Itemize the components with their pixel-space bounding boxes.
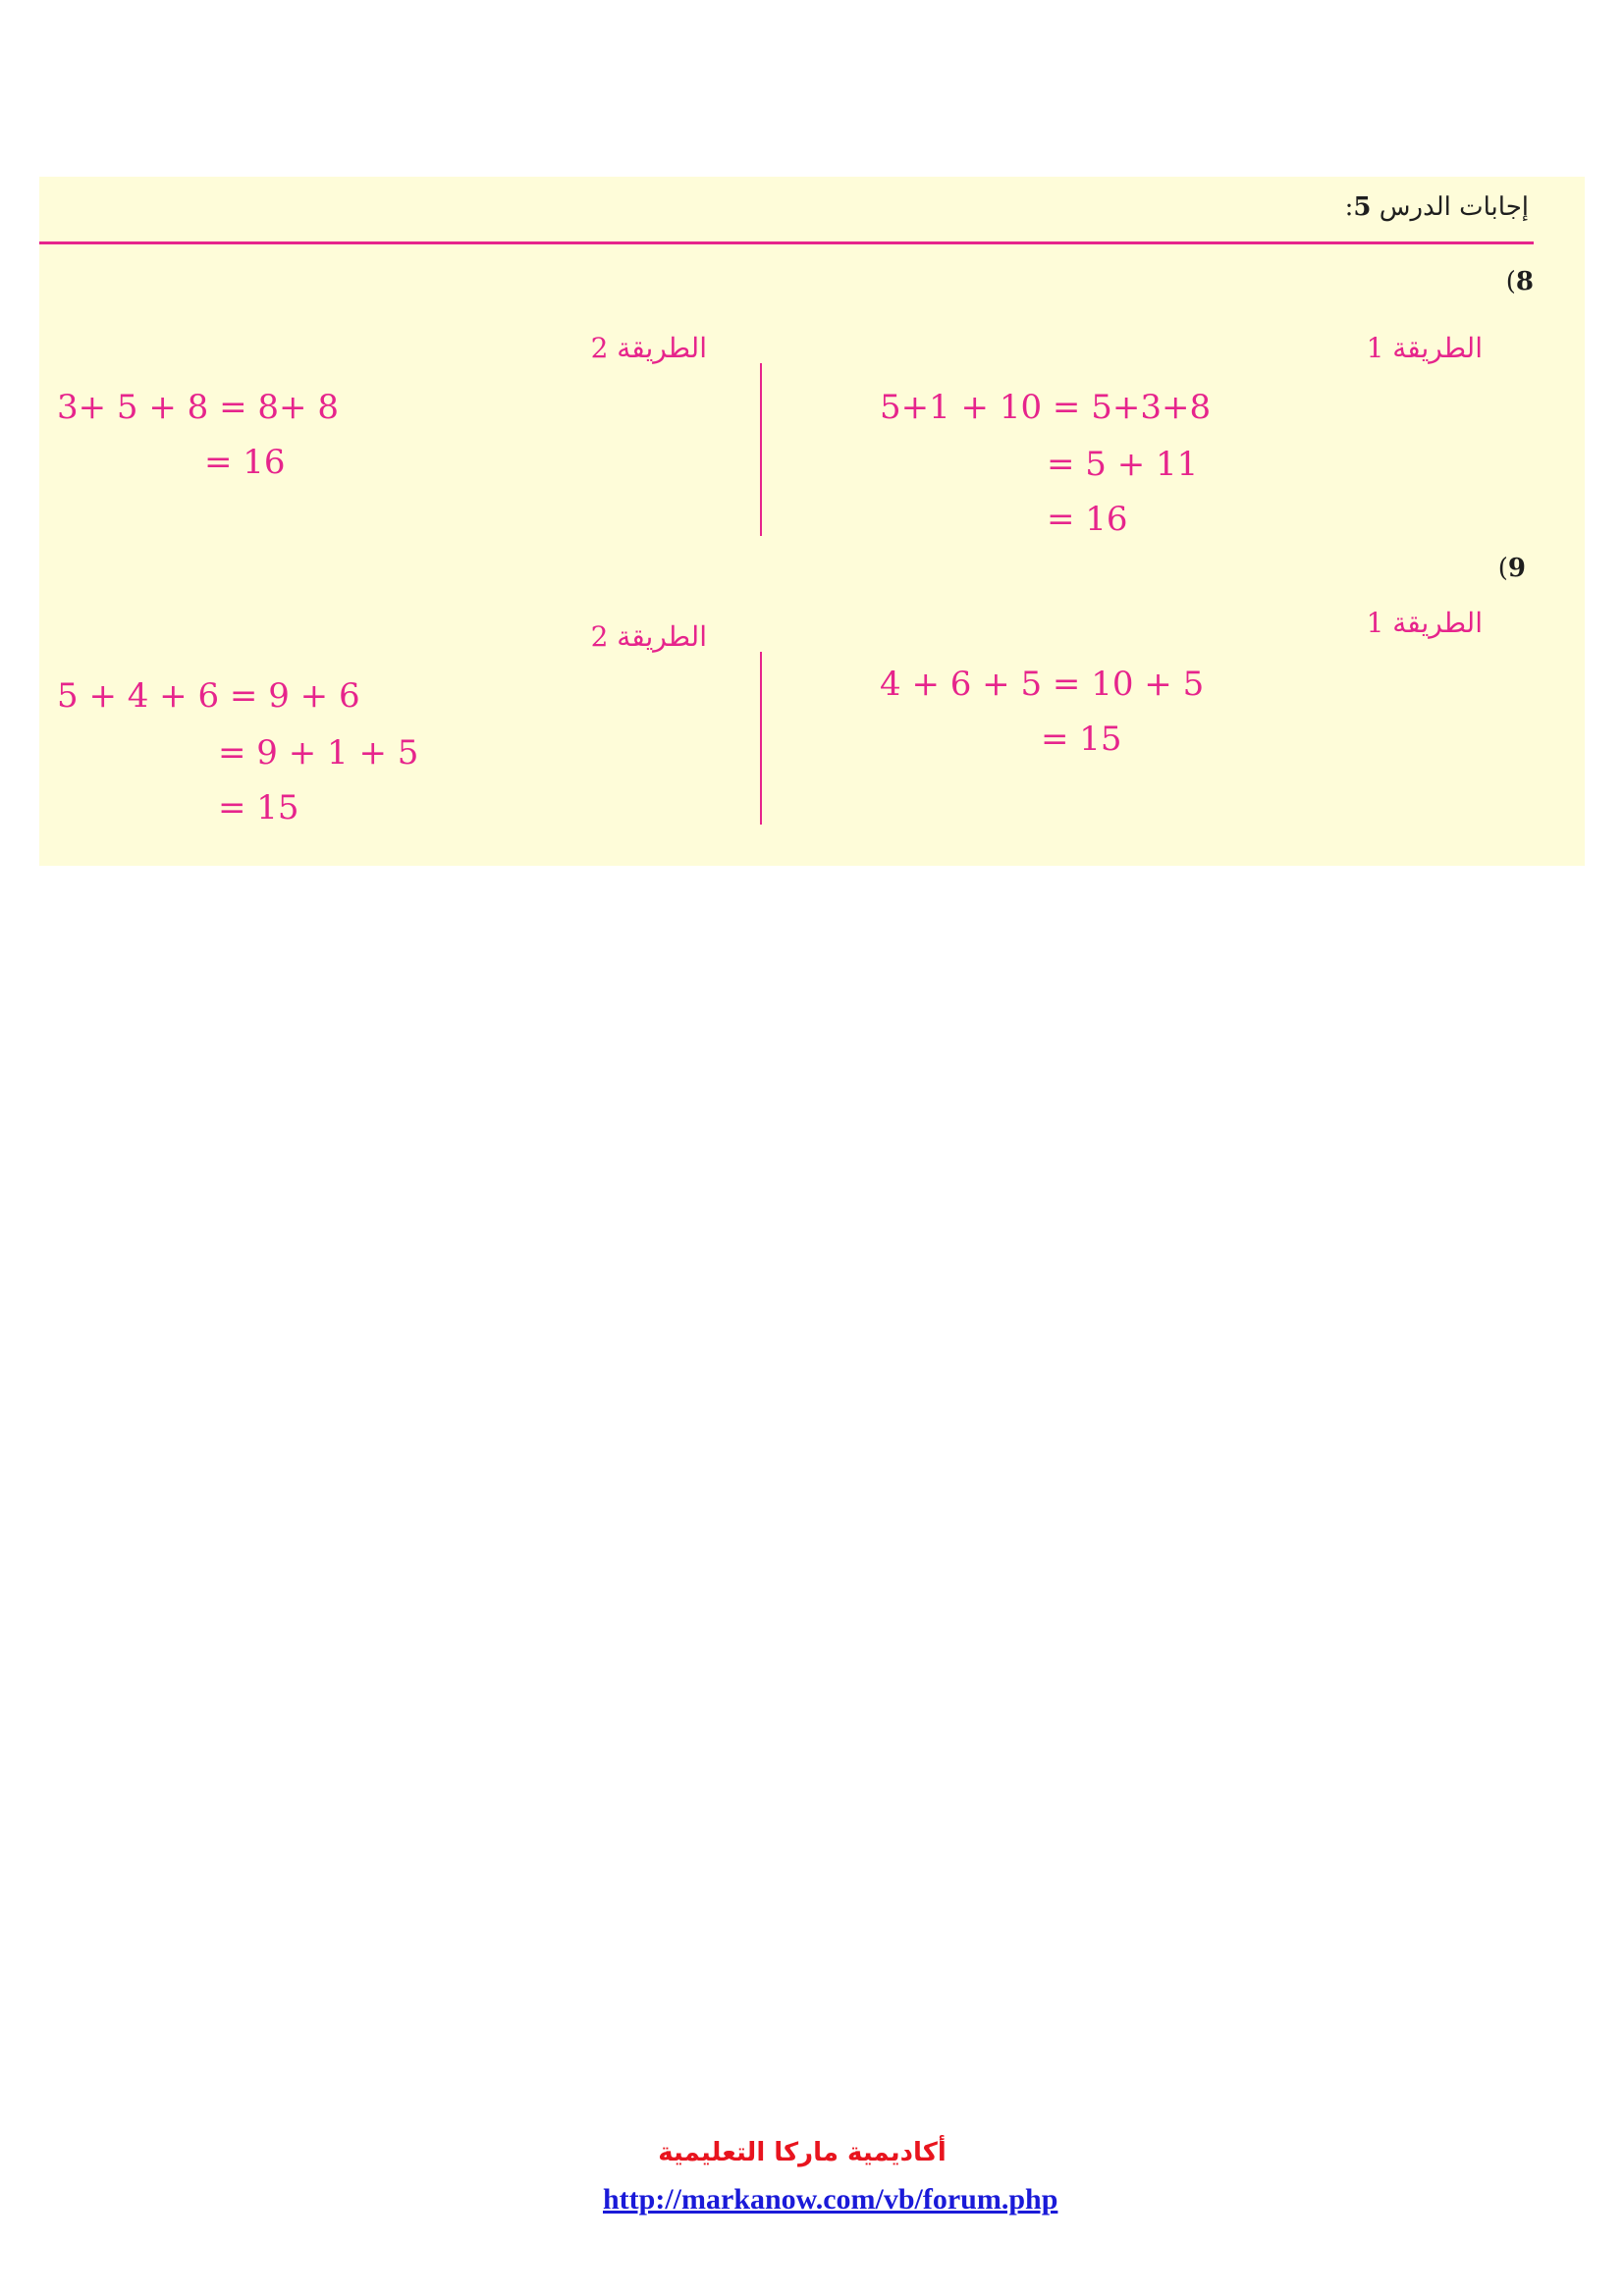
question-number-9 — [1498, 554, 1526, 583]
q8-method1-line3: = 16 — [1047, 500, 1128, 539]
q9-method2-line1: 5 + 4 + 6 = 9 + 6 — [57, 676, 360, 716]
q8-method2-line2: = 16 — [204, 443, 286, 482]
q9-method1-line2: = 15 — [1041, 720, 1122, 759]
q9-method2-label: الطريقة 2 — [590, 620, 707, 653]
q8-method2-line1: 3+ 5 + 8 = 8+ 8 — [57, 388, 339, 427]
question-number-text: 9 — [1507, 554, 1526, 583]
answers-panel — [39, 177, 1585, 866]
question-paren: ( — [1497, 554, 1508, 583]
title-prefix: إجابات الدرس — [1379, 192, 1529, 222]
q8-method2-label: الطريقة 2 — [590, 332, 707, 364]
q9-method2-line3: = 15 — [218, 788, 299, 828]
q8-method1-line1: 5+1 + 10 = 5+3+8 — [880, 388, 1212, 427]
forum-link[interactable]: http://markanow.com/vb/forum.php — [603, 2183, 1058, 2216]
question-number-text: 8 — [1515, 267, 1534, 296]
academy-name: أكاديمية ماركا التعليمية — [658, 2138, 947, 2167]
lesson-answers-title — [1345, 192, 1529, 222]
header-divider — [39, 241, 1534, 244]
q9-method1-label: الطريقة 1 — [1366, 607, 1483, 639]
q8-method1-label: الطريقة 1 — [1366, 332, 1483, 364]
q9-method1-line1: 4 + 6 + 5 = 10 + 5 — [880, 665, 1205, 704]
title-suffix: : — [1344, 192, 1354, 222]
lesson-number: 5 — [1353, 192, 1372, 222]
q9-method-divider — [760, 652, 762, 825]
q8-method-divider — [760, 363, 762, 536]
q8-method1-line2: = 5 + 11 — [1047, 445, 1199, 484]
q9-method2-line2: = 9 + 1 + 5 — [218, 733, 419, 773]
question-paren: ( — [1505, 267, 1516, 296]
question-number-8 — [1506, 267, 1534, 296]
